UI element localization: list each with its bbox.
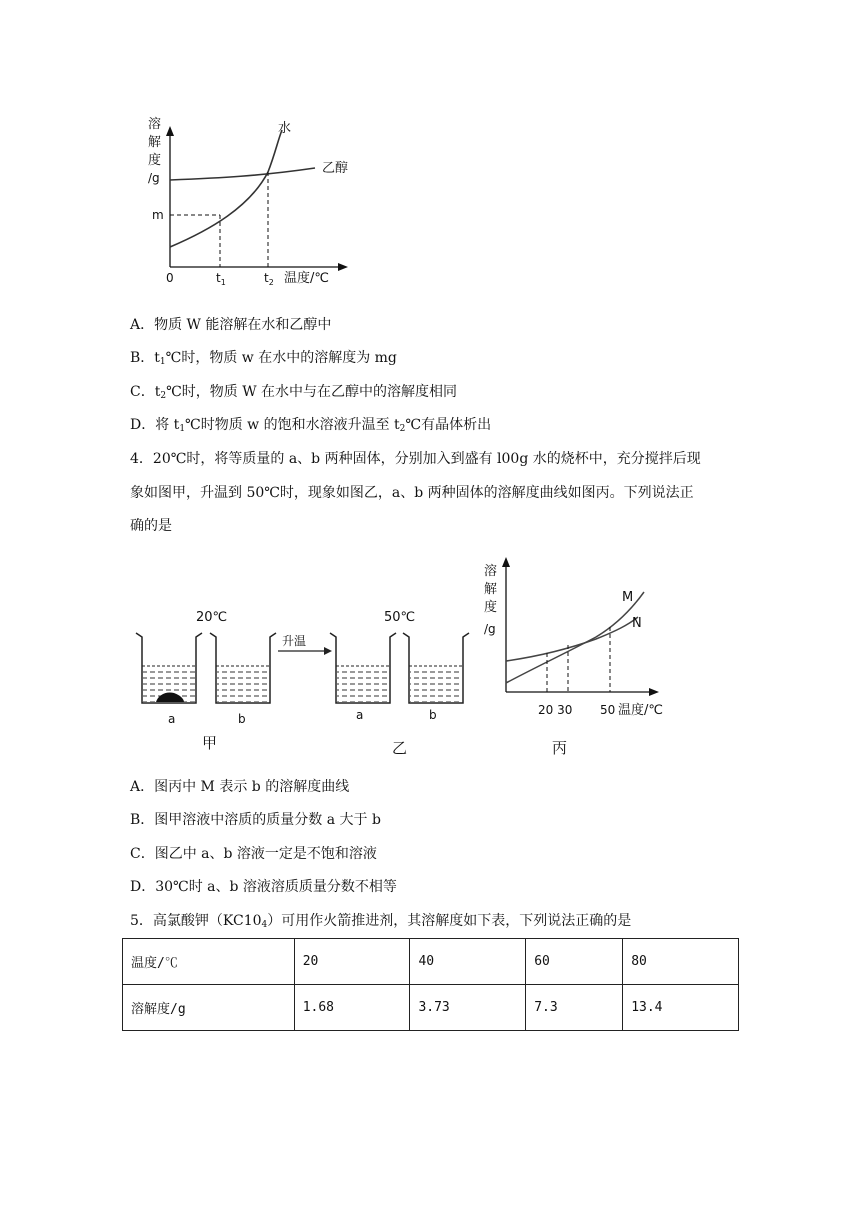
beaker-label-a1: a [168, 712, 176, 726]
q3-option-a: A．物质 W 能溶解在水和乙醇中 [130, 317, 332, 333]
heat-arrow-head [324, 647, 332, 655]
q4-option-c: C．图乙中 a、b 溶液一定是不饱和溶液 [130, 846, 377, 862]
curve-water [170, 130, 282, 247]
bing-y-label-2: 解 [484, 582, 498, 597]
m-label: m [152, 208, 164, 222]
temp-50: 50℃ [384, 610, 416, 625]
q4-option-a: A．图丙中 M 表示 b 的溶解度曲线 [130, 779, 350, 795]
beaker-label-b1: b [238, 712, 246, 726]
t1-label: $t_1$ [216, 271, 226, 287]
caption-jia: 甲 [202, 734, 218, 752]
table-cell: 溶解度/g [123, 985, 295, 1031]
caption-yi: 乙 [392, 739, 408, 757]
table-row [123, 939, 739, 985]
y-label-4: /g [148, 171, 160, 185]
water-label: 水 [278, 121, 292, 136]
figure-solubility-w [140, 112, 380, 292]
beaker-yi-a [330, 633, 396, 703]
temp-20: 20℃ [196, 610, 228, 625]
x-axis-label: 温度/℃ [284, 271, 329, 286]
t2-label: $t_2$ [264, 271, 274, 287]
bing-y-label-4: /g [484, 622, 496, 636]
table-row [123, 985, 739, 1031]
q4-stem-line1: 4．20℃时，将等质量的 a、b 两种固体，分别加入到盛有 l00g 水的烧杯中，充分搅拌后现 [130, 451, 701, 467]
caption-bing: 丙 [552, 739, 568, 757]
bing-y-label-3: 度 [484, 600, 498, 615]
table-cell: 80 [623, 939, 739, 985]
y-label-2: 解 [148, 135, 162, 150]
q4-option-b: B．图甲溶液中溶质的质量分数 a 大于 b [130, 812, 381, 828]
y-label-1: 溶 [148, 117, 162, 132]
curve-n-label: N [632, 616, 642, 631]
beaker-yi-b [403, 633, 469, 703]
beaker-label-a2: a [356, 708, 364, 722]
bing-x-tick-50: 50 [600, 703, 616, 717]
ethanol-label: 乙醇 [322, 161, 349, 176]
figure-beakers-curves [126, 555, 686, 765]
q4-option-d: D．30℃时 a、b 溶液溶质质量分数不相等 [130, 879, 397, 895]
bing-y-label-1: 溶 [484, 564, 498, 579]
q3-option-d: D．将 $t_1℃$时物质 w 的饱和水溶液升温至 $t_2℃$有晶体析出 [130, 417, 492, 434]
table-cell: 40 [410, 939, 526, 985]
y-label-3: 度 [148, 153, 162, 168]
beaker-jia-b [210, 633, 276, 703]
q4-stem-line3: 确的是 [130, 518, 172, 534]
arrow-label: 升温 [282, 634, 307, 648]
beaker-jia-a [136, 633, 202, 703]
q3-option-b: B．$t_1℃$时，物质 w 在水中的溶解度为 mg [130, 350, 397, 367]
y-axis-arrow [166, 126, 174, 136]
table-cell: 60 [526, 939, 623, 985]
beaker-label-b2: b [429, 708, 437, 722]
curve-n [506, 617, 638, 661]
origin-label: 0 [166, 271, 174, 285]
bing-x-ticks: 20 30 [538, 703, 573, 717]
bing-x-axis-label: 温度/℃ [618, 703, 663, 718]
x-axis-arrow [338, 263, 348, 271]
table-cell: 3.73 [410, 985, 526, 1031]
q3-option-c: C．$t_2℃$时，物质 W 在水中与在乙醇中的溶解度相同 [130, 384, 458, 401]
q5-stem: 5．高氯酸钾$(KC10_4)$可用作火箭推进剂，其溶解度如下表，下列说法正确的是 [130, 913, 632, 930]
table-cell: 温度/℃ [123, 939, 295, 985]
table-cell: 1.68 [294, 985, 410, 1031]
bing-y-arrow [502, 557, 510, 567]
table-cell: 7.3 [526, 985, 623, 1031]
curve-ethanol [170, 168, 315, 180]
table-cell: 13.4 [623, 985, 739, 1031]
bing-x-arrow [649, 688, 659, 696]
curve-m-label: M [622, 590, 634, 605]
table-cell: 20 [294, 939, 410, 985]
q4-stem-line2: 象如图甲，升温到 50℃时，现象如图乙，a、b 两种固体的溶解度曲线如图丙。下列说法正 [130, 485, 694, 501]
solubility-table [122, 938, 739, 1031]
curve-m [506, 592, 644, 683]
